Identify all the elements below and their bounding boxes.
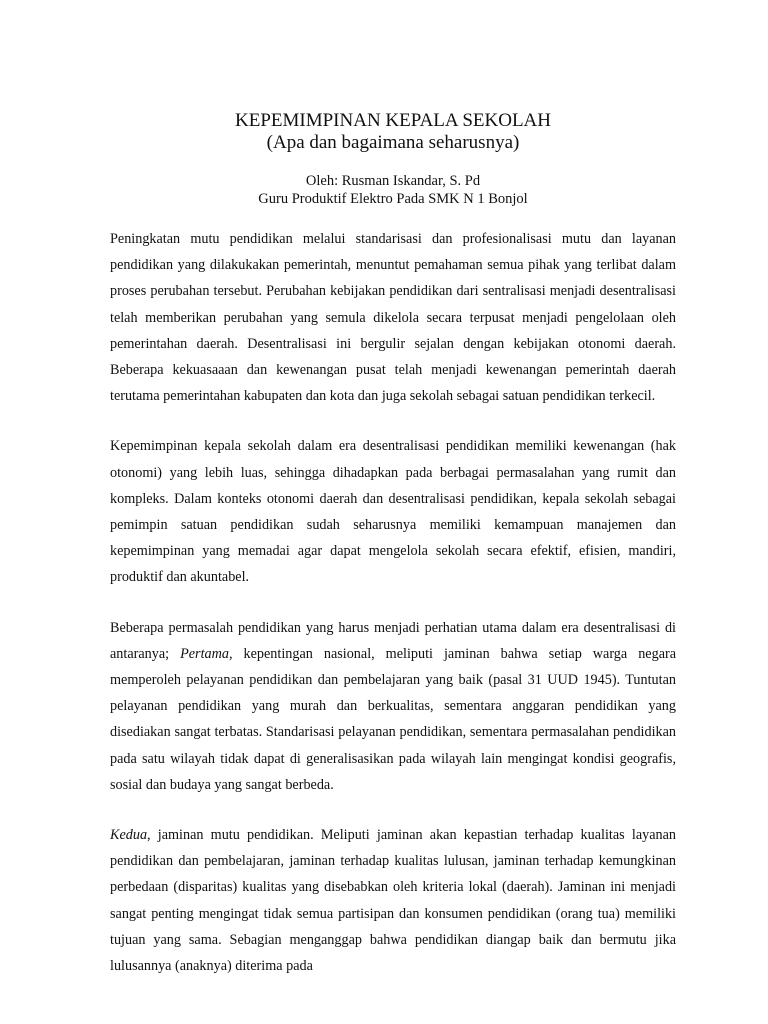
paragraph-3-text-b: , kepentingan nasional, meliputi jaminan bahwa setiap warga negara memperoleh pelayanan pendidikan dan pembelajaran yang baik (pasal 31 UUD 1945). Tuntutan pelayanan pendidikan yang murah dan berkualitas, sementara anggaran pendidikan yang disediakan sangat terbatas. Standarisasi pelayanan pendidikan, sementara permasalahan pendidikan pada satu wilayah tidak dapat di generalisasikan pada wilayah lain mengingat kondisi geografis, sosial dan budaya yang sangat berbeda. bbox=[110, 645, 677, 793]
paragraph-4-italic: Kedua bbox=[110, 827, 148, 844]
paragraph-1: Peningkatan mutu pendidikan melalui standarisasi dan profesionalisasi mutu dan layanan pendidikan yang dilakukakan pemerintah, menuntut pemahaman semua pihak yang terlibat dalam proses perubahan tersebut. Perubahan kebijakan pendidikan dari sentralisasi menjadi desentralisasi telah memberikan perubahan yang semula dikelola secara terpusat menjadi pengelolaan oleh pemerintahan daerah. Desentralisasi ini bergulir sejalan dengan kebijakan otonomi daerah. Beberapa kekuasaaan dan kewenangan pusat telah menjadi kewenangan pemerintah daerah terutama pemerintahan kabupaten dan kota dan juga sekolah sebagai satuan pendidikan terkecil. bbox=[110, 231, 676, 405]
paragraph-4 bbox=[110, 822, 676, 979]
document-page bbox=[110, 110, 677, 975]
paragraph-3-text-a: Beberapa permasalah pendidikan yang harus menjadi perhatian utama dalam era desentralisasi di antaranya; bbox=[110, 619, 676, 662]
byline bbox=[110, 172, 676, 208]
paragraph-4-wrapper bbox=[110, 822, 676, 975]
affiliation-line: Guru Produktif Elektro Pada SMK N 1 Bonjol bbox=[258, 191, 528, 207]
paragraph-4-text: , jaminan mutu pendidikan. Meliputi jaminan akan kepastian terhadap kualitas layanan pendidikan dan pembelajaran, jaminan terhadap kualitas lulusan, jaminan terhadap kemungkinan perbedaan (disparitas) kualitas yang disebabkan oleh kriteria lokal (daerah). Jaminan ini menjadi sangat penting mengingat tidak semua partisipan dan konsumen pendidikan (orang tua) memiliki tujuan yang sama. Sebagian menganggap bahwa pendidikan diangap baik dan bermutu jika lulusannya (anaknya) diterima pada bbox=[110, 827, 676, 975]
document-title: KEPEMIMPINAN KEPALA SEKOLAH bbox=[235, 110, 551, 131]
paragraph-3 bbox=[110, 615, 676, 798]
document-subtitle: (Apa dan bagaimana seharusnya) bbox=[266, 132, 520, 153]
paragraph-3-italic: Pertama bbox=[180, 645, 229, 662]
author-line: Oleh: Rusman Iskandar, S. Pd bbox=[305, 173, 481, 189]
paragraph-2: Kepemimpinan kepala sekolah dalam era desentralisasi pendidikan memiliki kewenangan (hak otonomi) yang lebih luas, sehingga dihadapkan pada berbagai permasalahan yang rumit dan kompleks. Dalam konteks otonomi daerah dan desentralisasi pendidikan, kepala sekolah sebagai pemimpin satuan pendidikan sudah seharusnya memiliki kemampuan manajemen dan kepemimpinan yang memadai agar dapat mengelola sekolah secara efektif, efisien, mandiri, produktif dan akuntabel. bbox=[110, 438, 676, 586]
